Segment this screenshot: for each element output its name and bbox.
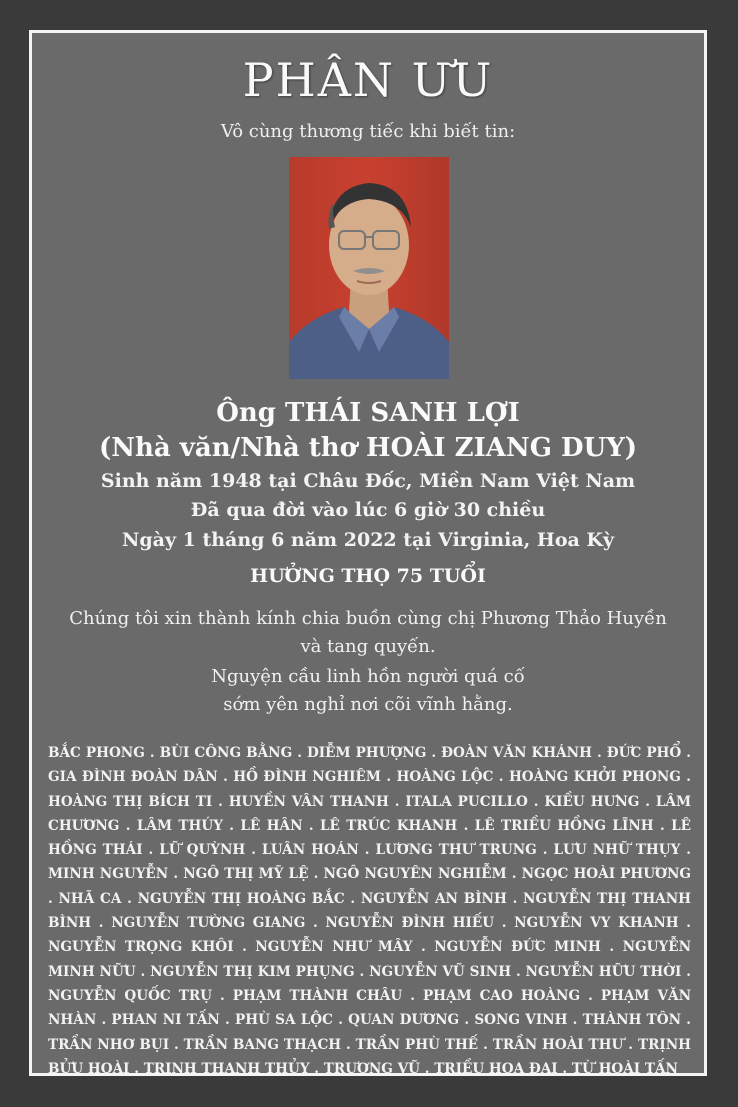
- death-time: Đã qua đời vào lúc 6 giờ 30 chiều: [190, 499, 546, 521]
- portrait-photo: [289, 157, 449, 379]
- age-at-death: HƯỞNG THỌ 75 TUỔI: [250, 565, 486, 587]
- condolence-line-1: Chúng tôi xin thành kính chia buồn cùng chị Phương Thảo Huyền: [69, 608, 667, 629]
- notice-title: PHÂN ƯU: [242, 53, 494, 107]
- birth-info: Sinh năm 1948 tại Châu Đốc, Miền Nam Việt Nam: [100, 470, 636, 492]
- deceased-name: Ông THÁI SANH LỢI: [216, 398, 520, 428]
- condolence-line-2: và tang quyến.: [300, 636, 436, 657]
- obituary-card: [29, 30, 707, 1076]
- condolence-line-4: sớm yên nghỉ nơi cõi vĩnh hằng.: [223, 694, 513, 715]
- notice-intro: Vô cùng thương tiếc khi biết tin:: [220, 121, 516, 142]
- signers-list: BẮC PHONG . BÙI CÔNG BẰNG . DIỄM PHƯỢNG . ĐOÀN VĂN KHÁNH . ĐỨC PHỔ . GIA ĐÌNH ĐOÀN DÂN . HỒ ĐÌNH NGHIÊM . HOÀNG LỘC . HOÀNG KHỞI PHONG . HOÀNG THỊ BÍCH TI . HUYỀN VÂN THANH . ITALA PUCILLO . KIỀU HƯNG . LÂM CHƯƠNG . LÂM THÚY . LÊ HÂN . LÊ TRÚC KHANH . LÊ TRIỀU HỒNG LĨNH . LÊ HỒNG THÁI . LỮ QUỲNH . LUÂN HOÁN . LƯƠNG THƯ TRUNG . LƯU NHỮ THỤY . MINH NGUYỄN . NGÔ THỊ MỸ LỆ . NGÔ NGUYÊN NGHIỄM . NGỌC HOÀI PHƯƠNG . NHÃ CA . NGUYỄN THỊ HOÀNG BẮC . NGUYỄN AN BÌNH . NGUYỄN THỊ THANH BÌNH . NGUYỄN TƯỜNG GIANG . NGUYỄN ĐÌNH HIẾU . NGUYỄN VY KHANH . NGUYỄN TRỌNG KHÔI . NGUYỄN NHƯ MÂY . NGUYỄN ĐỨC MINH . NGUYỄN MINH NỮU . NGUYỄN THỊ KIM PHỤNG . NGUYỄN VŨ SINH . NGUYỄN HỮU THỜI . NGUYỄN QUỐC TRỤ . PHẠM THÀNH CHÂU . PHẠM CAO HOÀNG . PHẠM VĂN NHÀN . PHAN NI TẤN . PHÙ SA LỘC . QUAN DƯƠNG . SONG VINH . THÀNH TÔN . TRẦN NHƠ BỤI . TRẦN BANG THẠCH . TRẦN PHÙ THẾ . TRẦN HOÀI THƯ . TRỊNH BỬU HOÀI . TRỊNH THANH THỦY . TRƯƠNG VŨ . TRIỀU HOA ĐẠI . TỪ HOÀI TẤN: [48, 745, 691, 1077]
- death-date-place: Ngày 1 tháng 6 năm 2022 tại Virginia, Hoa Kỳ: [122, 529, 614, 551]
- condolence-line-3: Nguyện cầu linh hồn người quá cố: [211, 666, 525, 687]
- deceased-pen-name: (Nhà văn/Nhà thơ HOÀI ZIANG DUY): [98, 433, 638, 463]
- portrait-illustration: [289, 157, 449, 379]
